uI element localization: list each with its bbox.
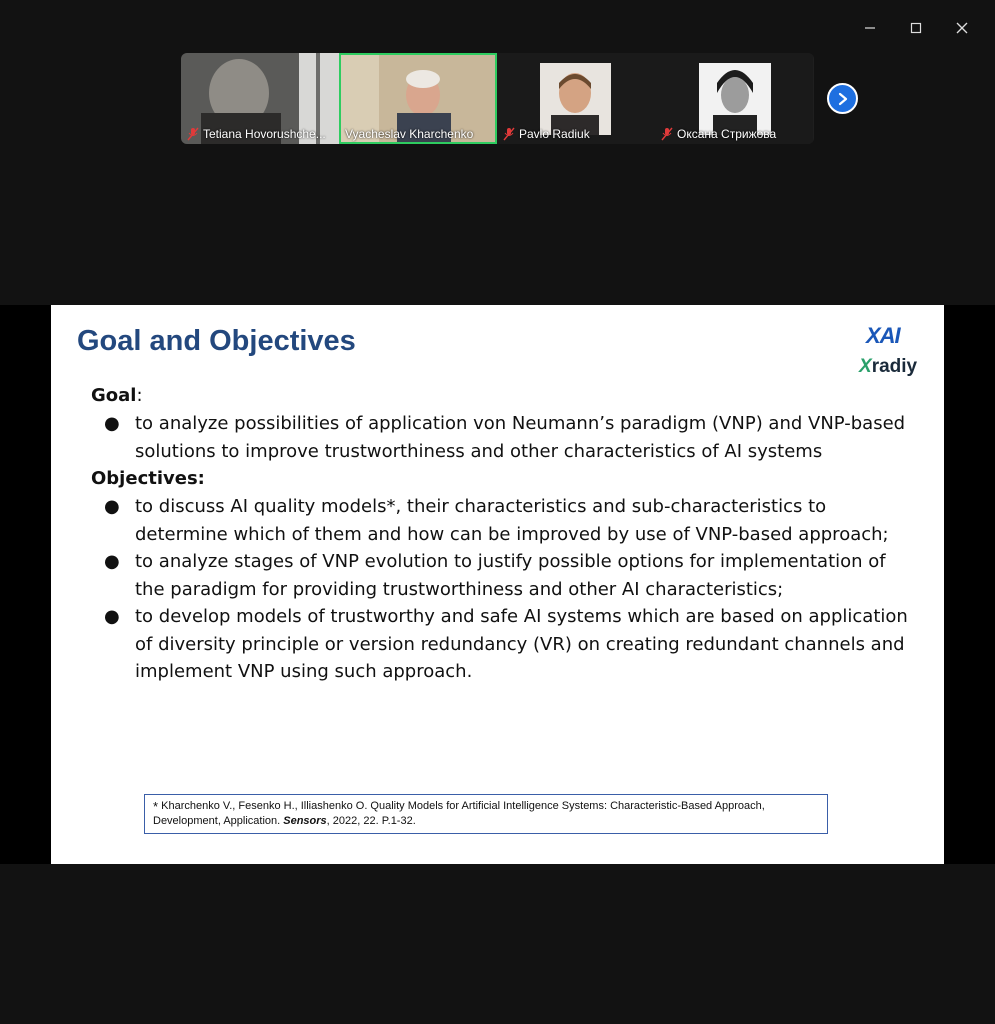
citation-footnote: * Kharchenko V., Fesenko H., Illiashenko O. Quality Models for Artificial Intelligence Systems: Characteristic-Based Approach, Development, Application. Sensors, 2022, 22. P.1-32. — [144, 794, 828, 834]
mic-muted-icon — [187, 127, 199, 141]
slide-title: Goal and Objectives — [77, 325, 356, 357]
participant-name: Pavlo Radiuk — [503, 127, 590, 141]
participant-tile[interactable] — [497, 53, 655, 144]
maximize-icon — [910, 22, 922, 34]
window-controls — [847, 14, 985, 42]
chevron-right-icon — [837, 92, 849, 106]
participant-tile-active[interactable] — [339, 53, 497, 144]
xai-logo: XAI — [866, 323, 900, 348]
participant-tile[interactable] — [655, 53, 813, 144]
participant-name: Оксана Стрижова — [661, 127, 776, 141]
minimize-icon — [864, 22, 876, 34]
participant-strip — [181, 53, 814, 144]
mic-muted-icon — [661, 127, 673, 141]
mic-muted-icon — [503, 127, 515, 141]
slide-body — [91, 382, 911, 686]
radiy-logo: Xradiy — [859, 356, 918, 377]
close-button[interactable] — [939, 14, 985, 42]
participant-name: Tetiana Hovorushche... — [187, 127, 326, 141]
list-item: ● to discuss AI quality models*, their characteristics and sub-characteristics to determine which of them and how can be improved by use of VNP-based approach; — [104, 496, 889, 545]
close-icon — [956, 22, 968, 34]
participant-name: Vyacheslav Kharchenko — [345, 127, 474, 141]
goal-heading: Goal: — [91, 385, 143, 406]
maximize-button[interactable] — [893, 14, 939, 42]
objectives-list — [91, 493, 911, 686]
presentation-slide — [51, 305, 944, 864]
goal-list — [91, 410, 911, 465]
list-item: ● to analyze stages of VNP evolution to justify possible options for implementation of the paradigm for providing trustworthiness and other AI characteristics; — [104, 551, 886, 600]
minimize-button[interactable] — [847, 14, 893, 42]
list-item: ● to analyze possibilities of application von Neumann’s paradigm (VNP) and VNP-based solutions to improve trustworthiness and other characteristics of AI systems — [104, 413, 906, 462]
participant-tile[interactable] — [181, 53, 339, 144]
list-item: ● to develop models of trustworthy and safe AI systems which are based on application of diversity principle or version redundancy (VR) on creating redundant channels and implement VNP using such approach. — [104, 606, 908, 682]
objectives-heading: Objectives: — [91, 468, 205, 489]
next-page-button[interactable] — [827, 83, 858, 114]
